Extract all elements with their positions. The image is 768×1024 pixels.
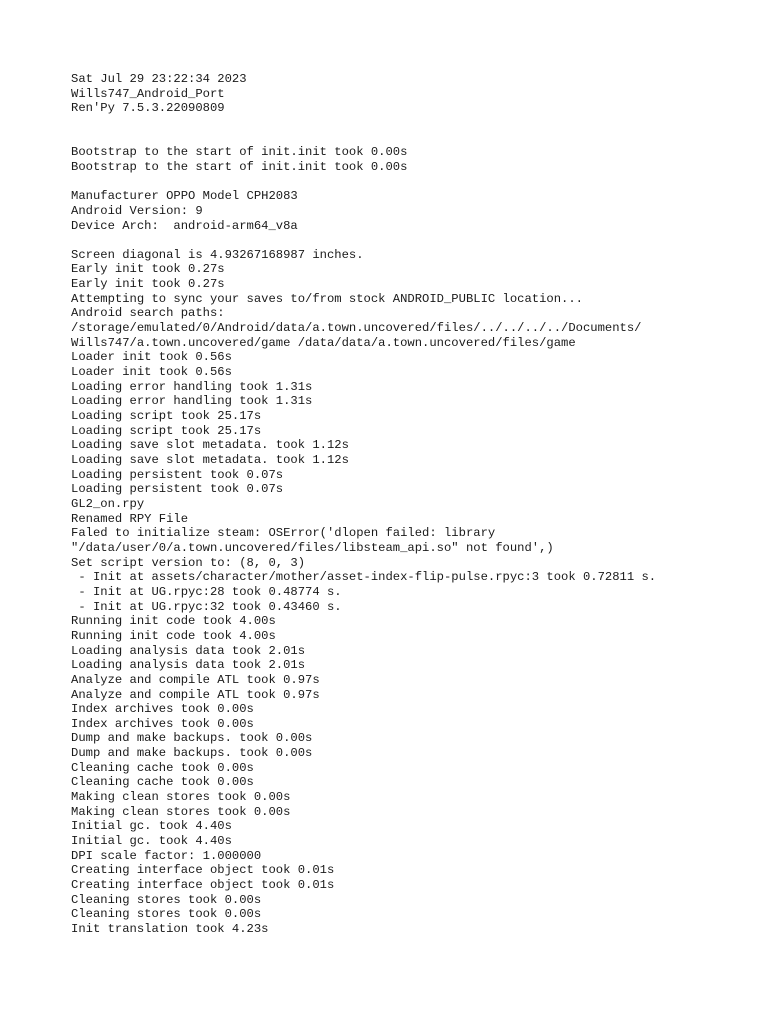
log-line: Screen diagonal is 4.93267168987 inches. [71, 247, 364, 262]
log-line: Early init took 0.27s [71, 262, 225, 277]
log-line: Ren'Py 7.5.3.22090809 [71, 101, 225, 116]
log-line: Creating interface object took 0.01s [71, 863, 335, 878]
log-line [71, 233, 761, 248]
log-line: - Init at assets/character/mother/asset-index-flip-pulse.rpyc:3 took 0.72811 s. [71, 570, 657, 585]
log-line: Loading script took 25.17s [71, 423, 262, 438]
log-line: Renamed RPY File [71, 511, 189, 526]
log-line: /storage/emulated/0/Android/data/a.town.uncovered/files/../../../../Documents/ [71, 321, 642, 336]
log-line: Wills747_Android_Port [71, 86, 225, 101]
log-line: Loading script took 25.17s [71, 409, 262, 424]
log-line: GL2_on.rpy [71, 496, 145, 511]
log-line: Loading error handling took 1.31s [71, 394, 313, 409]
log-line: Loading analysis data took 2.01s [71, 643, 306, 658]
log-line: Running init code took 4.00s [71, 614, 276, 629]
log-line: Cleaning stores took 0.00s [71, 907, 262, 922]
log-line: Loading error handling took 1.31s [71, 379, 313, 394]
log-line: Loading analysis data took 2.01s [71, 658, 306, 673]
log-line: Analyze and compile ATL took 0.97s [71, 687, 320, 702]
log-line: Initial gc. took 4.40s [71, 834, 232, 849]
log-text [71, 72, 761, 937]
log-line: Bootstrap to the start of init.init took 0.00s [71, 145, 408, 160]
log-line: Running init code took 4.00s [71, 628, 276, 643]
log-line: Wills747/a.town.uncovered/game /data/data/a.town.uncovered/files/game [71, 335, 576, 350]
log-line: Bootstrap to the start of init.init took 0.00s [71, 159, 408, 174]
log-line: Attempting to sync your saves to/from stock ANDROID_PUBLIC location... [71, 291, 583, 306]
log-line: Index archives took 0.00s [71, 702, 254, 717]
log-line: Creating interface object took 0.01s [71, 878, 335, 893]
log-line: Loading persistent took 0.07s [71, 467, 284, 482]
log-line: Dump and make backups. took 0.00s [71, 731, 313, 746]
log-line: Making clean stores took 0.00s [71, 790, 291, 805]
log-line: Set script version to: (8, 0, 3) [71, 555, 306, 570]
log-line: Cleaning stores took 0.00s [71, 892, 262, 907]
log-line: Early init took 0.27s [71, 277, 225, 292]
log-line: Analyze and compile ATL took 0.97s [71, 672, 320, 687]
log-line: Android Version: 9 [71, 203, 203, 218]
log-line: Making clean stores took 0.00s [71, 804, 291, 819]
log-line: Loader init took 0.56s [71, 365, 232, 380]
log-line: Manufacturer OPPO Model CPH2083 [71, 189, 298, 204]
log-line: Index archives took 0.00s [71, 716, 254, 731]
log-line: Loading save slot metadata. took 1.12s [71, 453, 349, 467]
log-line: Faled to initialize steam: OSError('dlopen failed: library [71, 526, 496, 541]
log-line [71, 116, 761, 131]
log-line [71, 131, 761, 146]
log-line: DPI scale factor: 1.000000 [71, 848, 262, 863]
log-line: Android search paths: [71, 306, 225, 321]
log-line: Loading persistent took 0.07s [71, 482, 284, 497]
log-line: - Init at UG.rpyc:28 took 0.48774 s. [71, 584, 342, 599]
log-line: "/data/user/0/a.town.uncovered/files/libsteam_api.so" not found',) [71, 540, 554, 555]
log-line: Cleaning cache took 0.00s [71, 760, 254, 775]
log-line: Initial gc. took 4.40s [71, 819, 232, 834]
log-line: - Init at UG.rpyc:32 took 0.43460 s. [71, 599, 342, 614]
log-line: Dump and make backups. took 0.00s [71, 746, 313, 761]
log-line [71, 175, 761, 190]
log-line: Init translation took 4.23s [71, 922, 269, 936]
log-line: Loading save slot metadata. took 1.12s [71, 438, 349, 453]
log-line: Cleaning cache took 0.00s [71, 775, 254, 790]
log-line: Loader init took 0.56s [71, 350, 232, 365]
log-line: Sat Jul 29 23:22:34 2023 [71, 72, 247, 86]
log-line: Device Arch: android-arm64_v8a [71, 218, 298, 233]
